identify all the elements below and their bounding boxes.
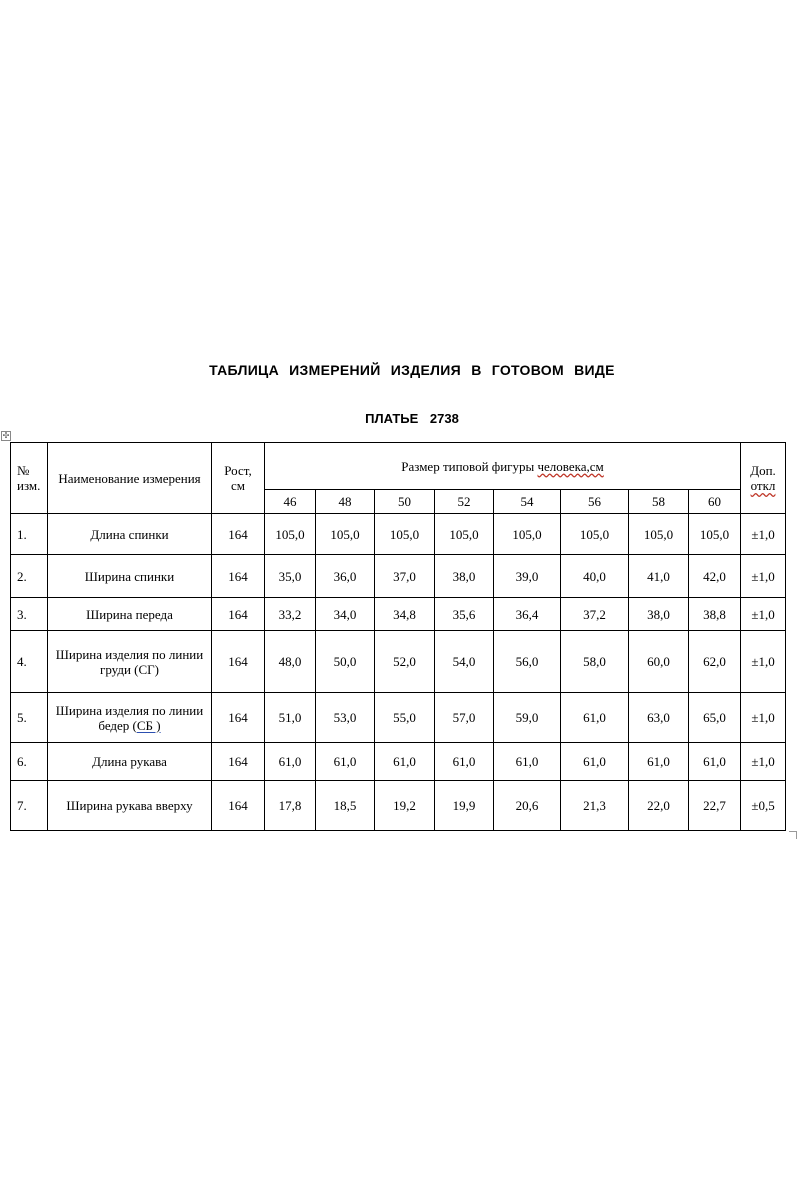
- size-cell: 54: [494, 490, 561, 514]
- value-cell: 105,0: [629, 514, 689, 555]
- value-cell: 38,8: [689, 598, 741, 631]
- row-name: Ширина изделия по линии бедер (СБ ): [48, 693, 212, 743]
- row-name: Ширина изделия по линии груди (СГ): [48, 631, 212, 693]
- value-cell: 19,2: [375, 781, 435, 831]
- value-cell: 34,8: [375, 598, 435, 631]
- row-name: Ширина спинки: [48, 555, 212, 598]
- row-num: 1.: [11, 514, 48, 555]
- value-cell: 17,8: [265, 781, 316, 831]
- value-cell: 19,9: [435, 781, 494, 831]
- row-name: Ширина переда: [48, 598, 212, 631]
- tolerance-cell: ±1,0: [741, 514, 786, 555]
- value-cell: 53,0: [316, 693, 375, 743]
- row-height: 164: [212, 598, 265, 631]
- value-cell: 52,0: [375, 631, 435, 693]
- size-cell: 60: [689, 490, 741, 514]
- value-cell: 57,0: [435, 693, 494, 743]
- tolerance-cell: ±1,0: [741, 555, 786, 598]
- row-name: Длина рукава: [48, 743, 212, 781]
- row-num: 2.: [11, 555, 48, 598]
- value-cell: 36,0: [316, 555, 375, 598]
- table-row: [11, 693, 786, 743]
- value-cell: 61,0: [689, 743, 741, 781]
- value-cell: 105,0: [494, 514, 561, 555]
- value-cell: 61,0: [629, 743, 689, 781]
- value-cell: 59,0: [494, 693, 561, 743]
- row-num: 6.: [11, 743, 48, 781]
- tolerance-cell: ±1,0: [741, 598, 786, 631]
- table-move-handle-icon[interactable]: ✣: [2, 431, 10, 440]
- row-height: 164: [212, 514, 265, 555]
- table-resize-handle[interactable]: [789, 831, 797, 839]
- tolerance-cell: ±1,0: [741, 743, 786, 781]
- tolerance-cell: ±0,5: [741, 781, 786, 831]
- value-cell: 41,0: [629, 555, 689, 598]
- table-row: [11, 555, 786, 598]
- value-cell: 50,0: [316, 631, 375, 693]
- value-cell: 61,0: [561, 693, 629, 743]
- product-title: ПЛАТЬЕ 2738: [365, 411, 459, 426]
- value-cell: 38,0: [629, 598, 689, 631]
- value-cell: 105,0: [689, 514, 741, 555]
- size-cell: 46: [265, 490, 316, 514]
- value-cell: 105,0: [265, 514, 316, 555]
- value-cell: 61,0: [435, 743, 494, 781]
- row-height: 164: [212, 743, 265, 781]
- table-row: [11, 781, 786, 831]
- row-name: Длина спинки: [48, 514, 212, 555]
- size-cell: 56: [561, 490, 629, 514]
- row-num: 4.: [11, 631, 48, 693]
- value-cell: 35,0: [265, 555, 316, 598]
- header-height: Рост, см: [212, 443, 265, 514]
- value-cell: 38,0: [435, 555, 494, 598]
- header-tolerance: Доп. откл: [741, 443, 786, 514]
- value-cell: 62,0: [689, 631, 741, 693]
- table-row: [11, 631, 786, 693]
- row-num: 7.: [11, 781, 48, 831]
- value-cell: 58,0: [561, 631, 629, 693]
- size-cell: 50: [375, 490, 435, 514]
- tolerance-cell: ±1,0: [741, 631, 786, 693]
- value-cell: 55,0: [375, 693, 435, 743]
- row-name: Ширина рукава вверху: [48, 781, 212, 831]
- value-cell: 48,0: [265, 631, 316, 693]
- size-cell: 58: [629, 490, 689, 514]
- value-cell: 61,0: [316, 743, 375, 781]
- header-size-group: Размер типовой фигуры человека,см: [265, 443, 741, 490]
- table-row: [11, 743, 786, 781]
- value-cell: 34,0: [316, 598, 375, 631]
- value-cell: 60,0: [629, 631, 689, 693]
- value-cell: 105,0: [316, 514, 375, 555]
- row-num: 5.: [11, 693, 48, 743]
- value-cell: 21,3: [561, 781, 629, 831]
- value-cell: 42,0: [689, 555, 741, 598]
- value-cell: 40,0: [561, 555, 629, 598]
- value-cell: 37,0: [375, 555, 435, 598]
- value-cell: 22,0: [629, 781, 689, 831]
- value-cell: 54,0: [435, 631, 494, 693]
- size-cell: 52: [435, 490, 494, 514]
- header-num: № изм.: [11, 443, 48, 514]
- value-cell: 56,0: [494, 631, 561, 693]
- value-cell: 61,0: [265, 743, 316, 781]
- value-cell: 51,0: [265, 693, 316, 743]
- value-cell: 105,0: [435, 514, 494, 555]
- value-cell: 22,7: [689, 781, 741, 831]
- tolerance-cell: ±1,0: [741, 693, 786, 743]
- value-cell: 63,0: [629, 693, 689, 743]
- table-row: [11, 514, 786, 555]
- document-title: ТАБЛИЦА ИЗМЕРЕНИЙ ИЗДЕЛИЯ В ГОТОВОМ ВИДЕ: [209, 362, 615, 378]
- value-cell: 39,0: [494, 555, 561, 598]
- value-cell: 35,6: [435, 598, 494, 631]
- value-cell: 61,0: [375, 743, 435, 781]
- value-cell: 37,2: [561, 598, 629, 631]
- value-cell: 18,5: [316, 781, 375, 831]
- table-header-row: [11, 443, 786, 490]
- measurement-table: [10, 442, 786, 831]
- row-height: 164: [212, 631, 265, 693]
- value-cell: 61,0: [494, 743, 561, 781]
- value-cell: 105,0: [561, 514, 629, 555]
- size-cell: 48: [316, 490, 375, 514]
- value-cell: 65,0: [689, 693, 741, 743]
- value-cell: 105,0: [375, 514, 435, 555]
- value-cell: 61,0: [561, 743, 629, 781]
- value-cell: 36,4: [494, 598, 561, 631]
- row-height: 164: [212, 693, 265, 743]
- row-height: 164: [212, 555, 265, 598]
- row-num: 3.: [11, 598, 48, 631]
- row-height: 164: [212, 781, 265, 831]
- header-name: Наименование измерения: [48, 443, 212, 514]
- value-cell: 20,6: [494, 781, 561, 831]
- value-cell: 33,2: [265, 598, 316, 631]
- table-row: [11, 598, 786, 631]
